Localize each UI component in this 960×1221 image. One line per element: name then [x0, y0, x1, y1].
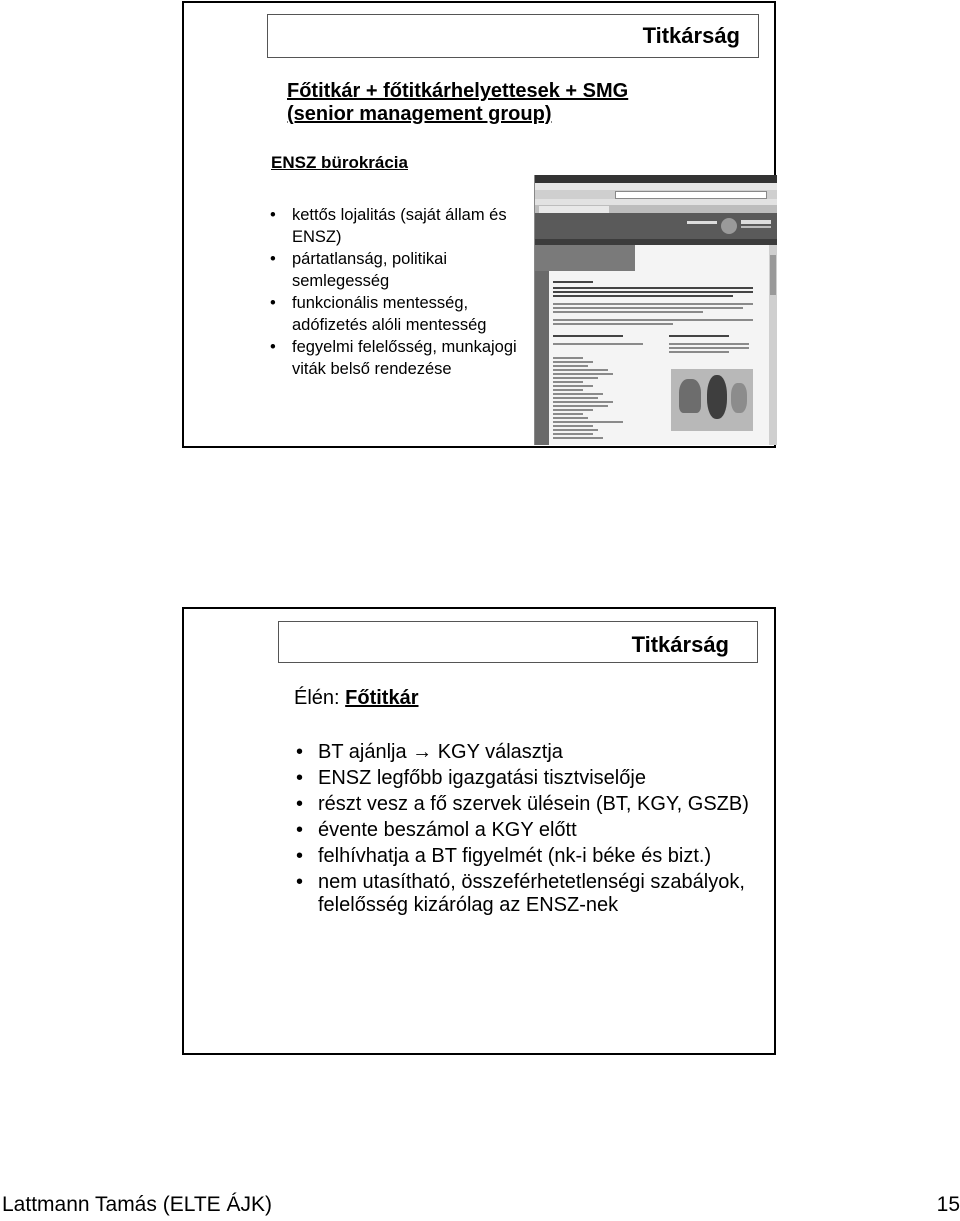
- text-line: [553, 417, 588, 419]
- text-line: [553, 409, 593, 411]
- text-line: [553, 381, 583, 383]
- slide-2: [182, 607, 776, 1055]
- bullet-icon: •: [270, 250, 276, 268]
- bullet-icon: •: [296, 767, 304, 789]
- text-line: [553, 437, 603, 439]
- text-line: [553, 385, 593, 387]
- text-line: [553, 369, 608, 371]
- text-line: [553, 389, 583, 391]
- text-line: [553, 421, 623, 423]
- lead-role: Főtitkár: [345, 687, 419, 709]
- bullet-icon: •: [296, 871, 304, 893]
- list-item: • pártatlanság, politikai semlegesség: [270, 250, 448, 290]
- text-line: [553, 429, 598, 431]
- slide-1-title: Titkárság: [642, 23, 740, 48]
- subheading-line-1: Főtitkár + főtitkárhelyettesek + SMG: [287, 80, 629, 102]
- text-line: [553, 361, 593, 363]
- slide-2-bullet-list: [296, 741, 756, 920]
- list-item: • funkcionális mentesség, adófizetés alóli mentesség: [270, 294, 487, 334]
- list-item: • nem utasítható, összeférhetetlenségi szabályok, felelősség kizárólag az ENSZ-nek: [296, 871, 745, 916]
- text-line: [553, 393, 603, 395]
- slide-1-bullet-list: [270, 204, 520, 380]
- bullet-icon: •: [270, 338, 276, 356]
- bullet-icon: •: [296, 845, 304, 867]
- website-scrollbar: [769, 245, 777, 445]
- text-line: [553, 323, 673, 325]
- footer-page-number: 15: [936, 1193, 960, 1216]
- footer-author: Lattmann Tamás (ELTE ÁJK): [2, 1193, 272, 1216]
- browser-menubar: [535, 183, 777, 190]
- bullet-icon: •: [270, 206, 276, 224]
- text-line: [553, 335, 623, 337]
- text-line: [553, 311, 703, 313]
- list-item: • BT ajánlja → KGY választja: [296, 741, 563, 763]
- text-line: [553, 425, 593, 427]
- browser-tab-strip: [535, 205, 777, 213]
- bullet-icon: •: [296, 793, 304, 815]
- human-resources-subtitle: [741, 226, 771, 228]
- text-line: [553, 303, 753, 305]
- website-photo: [671, 369, 753, 431]
- browser-url-bar: [615, 191, 767, 199]
- browser-tab: [539, 206, 609, 213]
- human-resources-wordmark: [741, 220, 771, 224]
- slide-2-title-box: [278, 621, 758, 663]
- text-line: [553, 397, 598, 399]
- text-line: [553, 295, 733, 297]
- text-line: [553, 343, 643, 345]
- text-line: [553, 307, 743, 309]
- text-line: [669, 335, 729, 337]
- list-item: • részt vesz a fő szervek ülésein (BT, KGY, GSZB): [296, 793, 749, 815]
- text-line: [553, 287, 753, 289]
- subheading-line-2: (senior management group): [287, 103, 552, 125]
- text-line: [669, 343, 749, 345]
- website-login-panel: [535, 245, 635, 271]
- text-line: [553, 377, 598, 379]
- slide-1-subheading: [287, 80, 628, 126]
- list-item: • felhívhatja a BT figyelmét (nk-i béke és bizt.): [296, 845, 712, 867]
- text-line: [669, 347, 749, 349]
- text-line: [553, 281, 593, 283]
- slide-2-lead: [294, 687, 419, 710]
- browser-titlebar: [535, 175, 777, 183]
- bullet-icon: •: [270, 294, 276, 312]
- lead-prefix: Élén:: [294, 687, 346, 709]
- text-line: [553, 373, 613, 375]
- united-nations-wordmark: [687, 221, 717, 224]
- list-item: • fegyelmi felelősség, munkajogi viták belső rendezése: [270, 338, 517, 378]
- text-line: [553, 291, 753, 293]
- bullet-icon: •: [296, 741, 304, 763]
- text-line: [553, 433, 593, 435]
- text-line: [553, 319, 753, 321]
- text-line: [553, 357, 583, 359]
- section-heading: ENSZ bürokrácia: [271, 153, 408, 172]
- list-item: • évente beszámol a KGY előtt: [296, 819, 577, 841]
- text-line: [669, 351, 729, 353]
- text-line: [553, 405, 608, 407]
- slide-2-title: Titkárság: [631, 632, 729, 657]
- embedded-website-screenshot: [534, 175, 777, 445]
- list-item: • kettős lojalitás (saját állam és ENSZ): [270, 206, 507, 246]
- text-line: [553, 365, 588, 367]
- bullet-icon: •: [296, 819, 304, 841]
- text-line: [553, 401, 613, 403]
- slide-1-title-box: [267, 14, 759, 58]
- list-item: • ENSZ legfőbb igazgatási tisztviselője: [296, 767, 646, 789]
- website-header: [535, 213, 777, 239]
- website-body: [535, 245, 777, 445]
- browser-navbar: [535, 190, 777, 199]
- text-line: [553, 413, 583, 415]
- website-sidebar: [535, 245, 549, 445]
- slide-1: [182, 1, 776, 448]
- un-emblem-icon: [721, 218, 737, 234]
